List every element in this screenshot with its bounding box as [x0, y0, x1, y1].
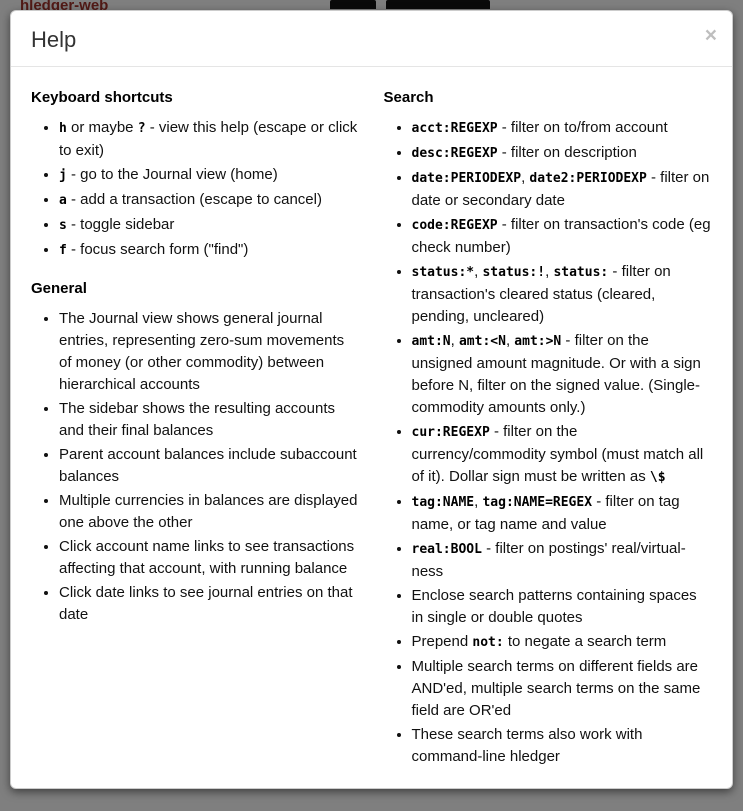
section-heading-general: General	[31, 280, 87, 298]
section-heading-search: Search	[383, 89, 434, 107]
list-item: • s - toggle sidebar	[59, 214, 360, 237]
list-item: • Click date links to see journal entries on that date	[59, 582, 360, 626]
list-item: • Parent account balances include subaccount balances	[59, 444, 360, 488]
list-item: • amt:N, amt:<N, amt:>N - filter on the unsigned amount magnitude. Or with a sign before N, filter on the signed value. (Single-commodity amounts only.)	[412, 330, 713, 419]
general-list	[31, 308, 360, 626]
help-left-column	[31, 81, 360, 776]
list-item: • tag:NAME, tag:NAME=REGEX - filter on tag name, or tag name and value	[412, 491, 713, 536]
search-list	[384, 117, 713, 768]
list-item: • h or maybe ? - view this help (escape or click to exit)	[59, 117, 360, 162]
list-item: • Multiple search terms on different fields are AND'ed, multiple search terms on the same field are OR'ed	[412, 656, 713, 722]
list-item: • These search terms also work with command-line hledger	[412, 724, 713, 768]
list-item: • The Journal view shows general journal entries, representing zero-sum movements of money (or other commodity) between hierarchical accounts	[59, 308, 360, 396]
list-item: • acct:REGEXP - filter on to/from account	[412, 117, 713, 140]
list-item: • desc:REGEXP - filter on description	[412, 142, 713, 165]
list-item: • real:BOOL - filter on postings' real/virtual-ness	[412, 538, 713, 583]
modal-body	[11, 67, 732, 789]
section-heading-keyboard-shortcuts: Keyboard shortcuts	[31, 89, 173, 107]
keyboard-shortcuts-list	[31, 117, 360, 262]
list-item: • Click account name links to see transactions affecting that account, with running balance	[59, 536, 360, 580]
close-button[interactable]: ×	[704, 24, 717, 47]
list-item: • date:PERIODEXP, date2:PERIODEXP - filter on date or secondary date	[412, 167, 713, 212]
help-right-column	[384, 81, 713, 776]
list-item: • Enclose search patterns containing spaces in single or double quotes	[412, 585, 713, 629]
list-item: • code:REGEXP - filter on transaction's code (eg check number)	[412, 214, 713, 259]
help-modal	[10, 10, 733, 789]
list-item: • cur:REGEXP - filter on the currency/commodity symbol (must match all of it). Dollar sign must be written as \$	[412, 421, 713, 489]
modal-header	[11, 11, 732, 67]
list-item: • a - add a transaction (escape to cancel)	[59, 189, 360, 212]
list-item: • Prepend not: to negate a search term	[412, 631, 713, 654]
list-item: • f - focus search form ("find")	[59, 239, 360, 262]
list-item: • j - go to the Journal view (home)	[59, 164, 360, 187]
list-item: • Multiple currencies in balances are displayed one above the other	[59, 490, 360, 534]
modal-title: Help	[31, 27, 77, 52]
list-item: • The sidebar shows the resulting accounts and their final balances	[59, 398, 360, 442]
list-item: • status:*, status:!, status: - filter on transaction's cleared status (cleared, pending, uncleared)	[412, 261, 713, 328]
